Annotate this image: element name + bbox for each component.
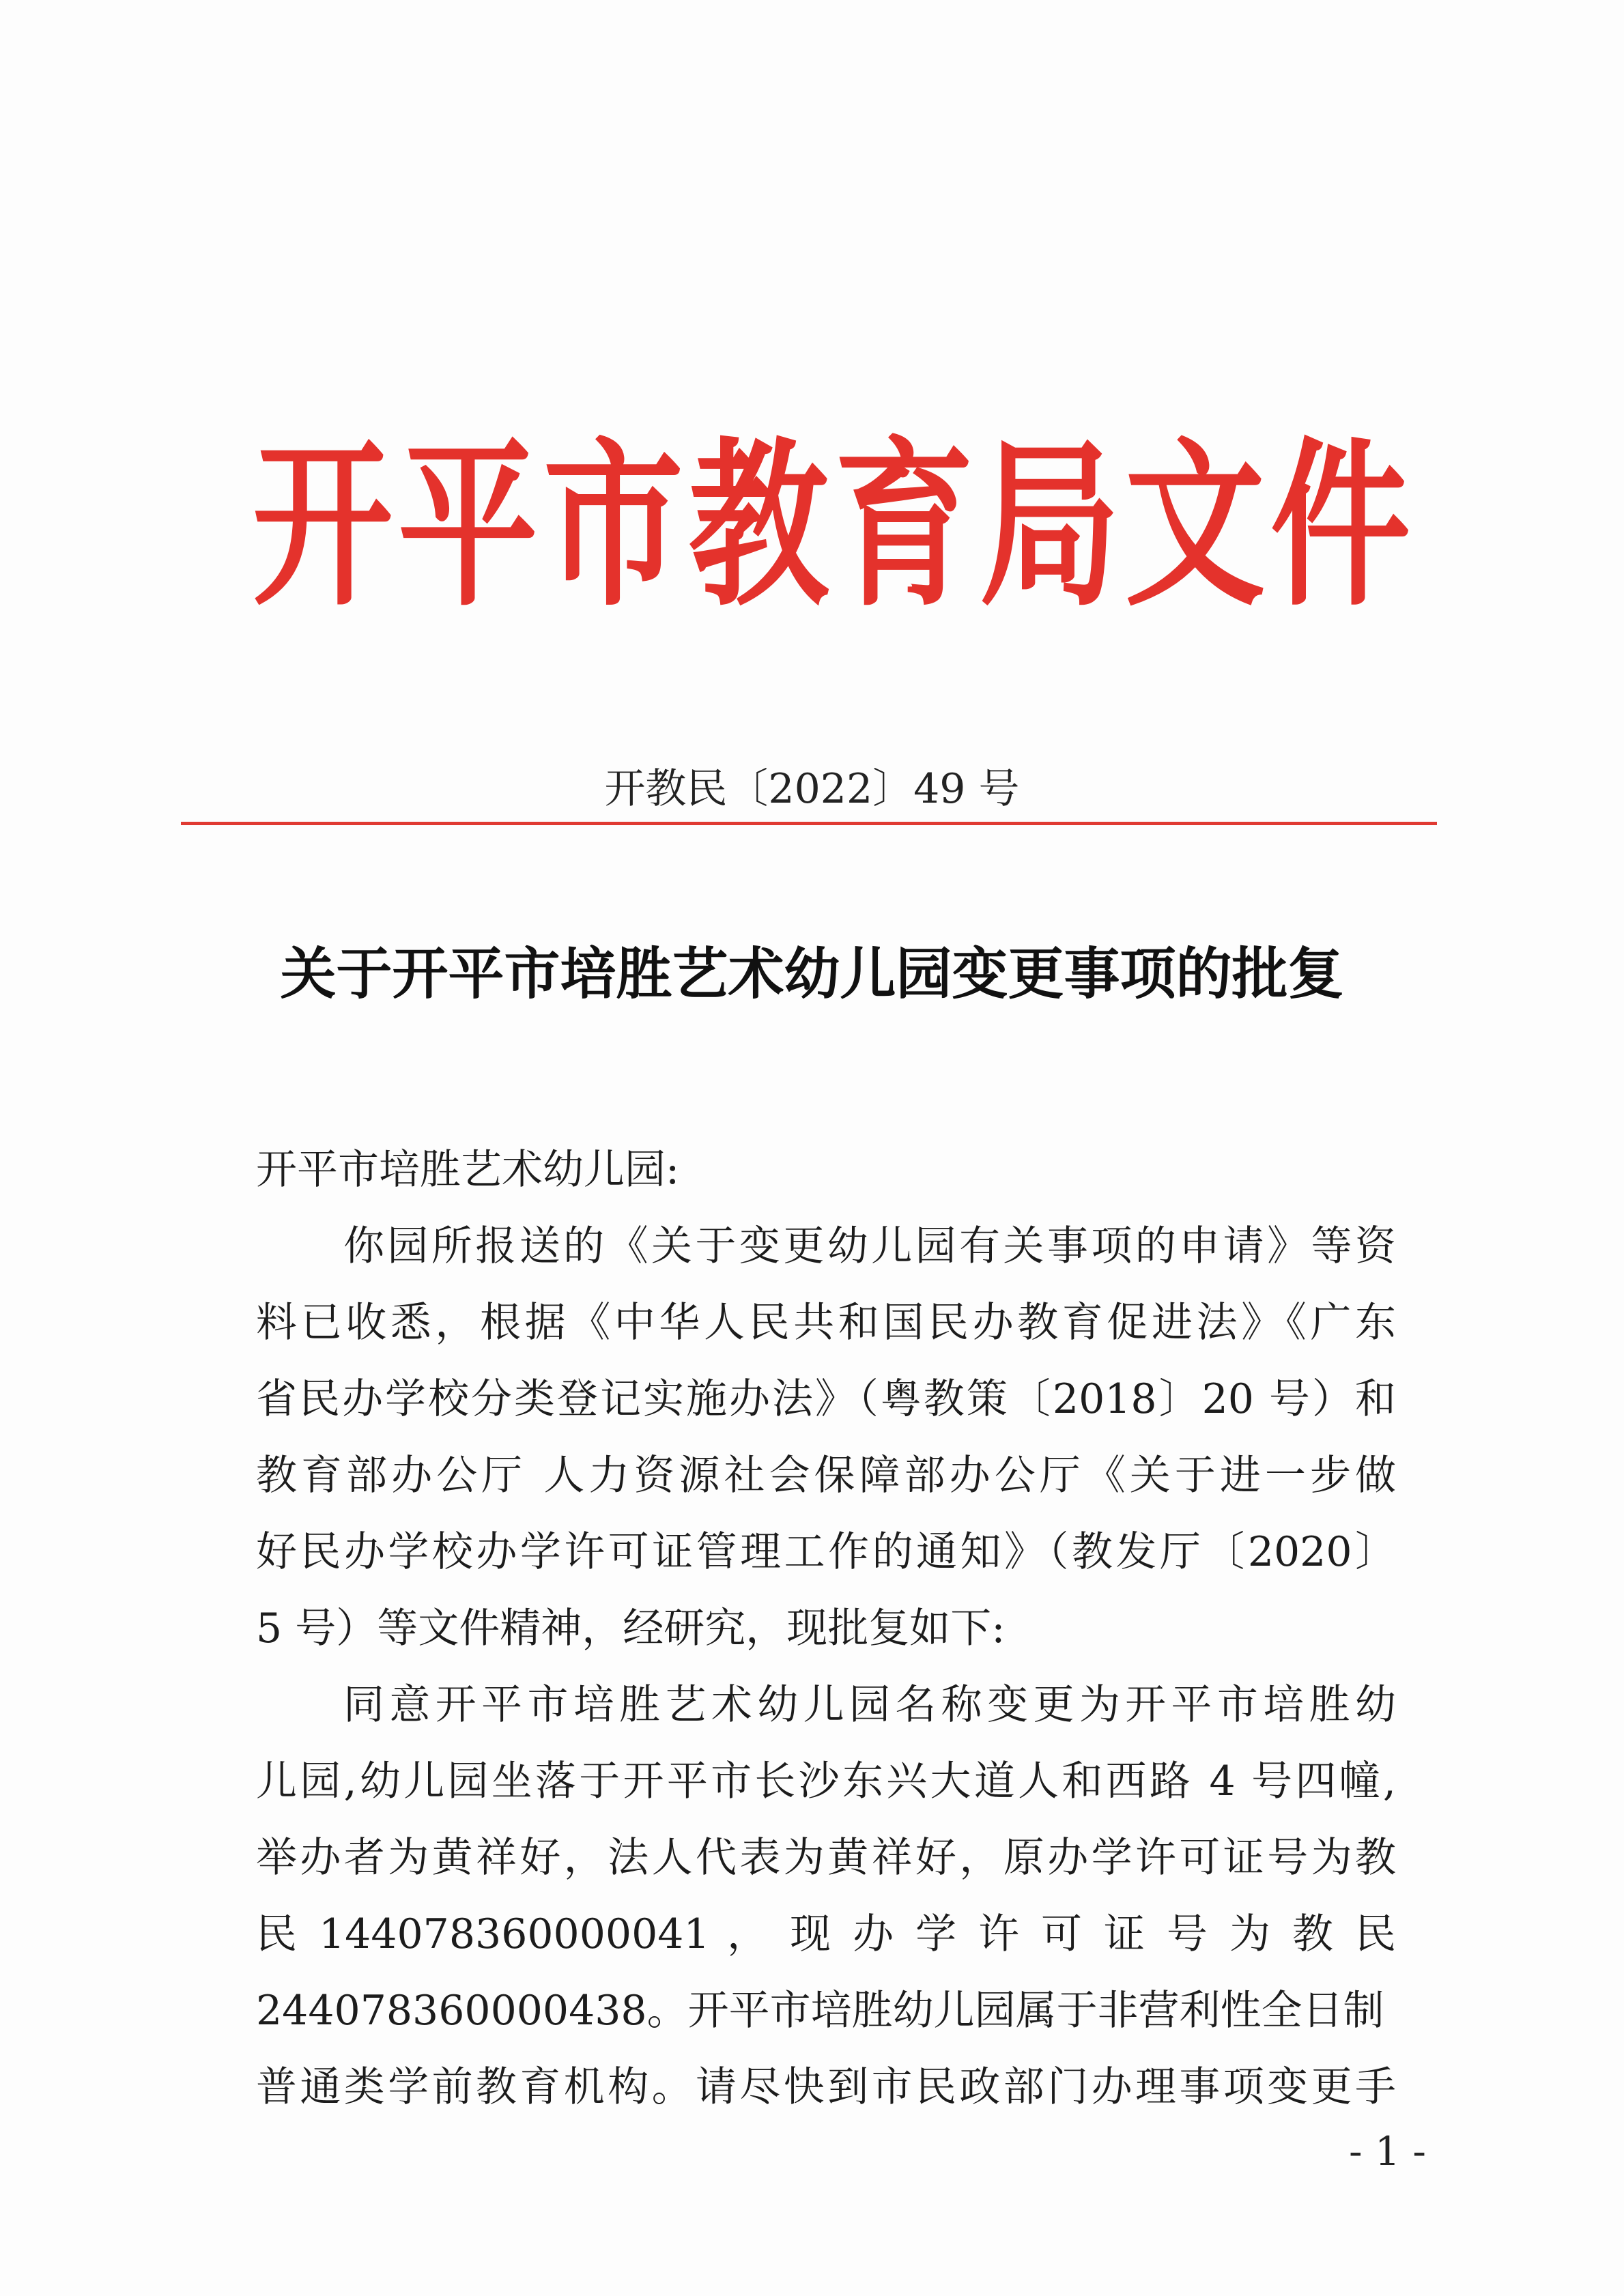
paragraph-2 — [256, 1667, 1396, 2125]
salutation: 开平市培胜艺术幼儿园: — [256, 1146, 680, 1194]
paragraph-line: 教育部办公厅 人力资源社会保障部办公厅《关于进一步做 — [256, 1452, 1396, 1499]
paragraph-line: 儿园,幼儿园坐落于开平市长沙东兴大道人和西路 4 号四幢, — [256, 1757, 1396, 1805]
paragraph-line: 料已收悉，根据《中华人民共和国民办教育促进法》《广东 — [256, 1299, 1396, 1347]
document-number: 开教民〔2022〕49 号 — [604, 765, 1020, 813]
paragraph-line: 244078360000438。开平市培胜幼儿园属于非营利性全日制 — [256, 1987, 1384, 2035]
page-number: - 1 - — [1349, 2128, 1426, 2175]
paragraph-line: 同意开平市培胜艺术幼儿园名称变更为开平市培胜幼 — [343, 1681, 1396, 1729]
paragraph-line: 好民办学校办学许可证管理工作的通知》（教发厅〔2020〕 — [256, 1528, 1396, 1576]
paragraph-1 — [256, 1208, 1396, 1667]
red-divider-line — [181, 822, 1437, 825]
paragraph-line: 举办者为黄祥好，法人代表为黄祥好，原办学许可证号为教 — [256, 1834, 1396, 1882]
paragraph-line: 5 号）等文件精神，经研究，现批复如下: — [256, 1605, 1006, 1652]
document-body — [256, 1132, 1396, 2125]
paragraph-line: 民 144078360000041 ， 现 办 学 许 可 证 号 为 教 民 — [256, 1910, 1396, 1958]
paragraph-line: 你园所报送的《关于变更幼儿园有关事项的申请》等资 — [343, 1222, 1396, 1270]
document-title: 关于开平市培胜艺术幼儿园变更事项的批复 — [280, 941, 1344, 1007]
paragraph-line: 普通类学前教育机构。请尽快到市民政部门办理事项变更手 — [256, 2063, 1396, 2111]
paragraph-line: 省民办学校分类登记实施办法》（粤教策〔2018〕20 号）和 — [256, 1375, 1396, 1423]
issuing-authority-header: 开平市教育局文件 — [253, 420, 1416, 631]
